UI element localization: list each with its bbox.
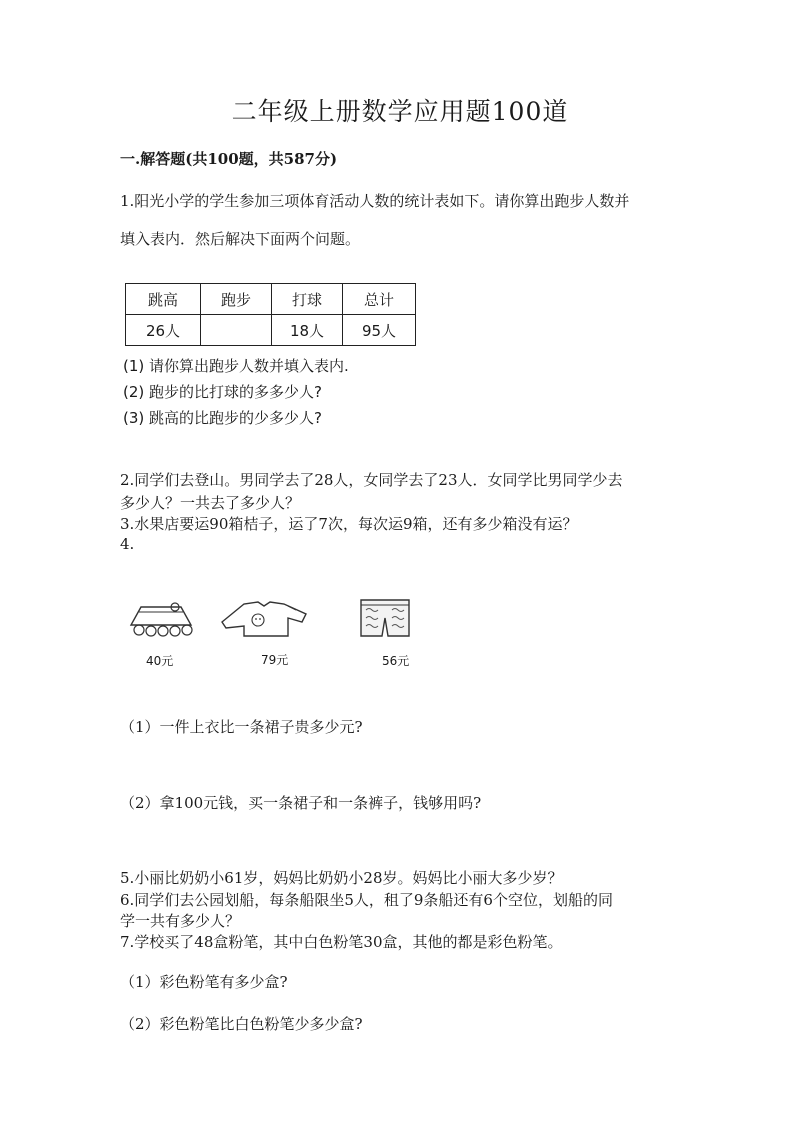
question-3: 3.水果店要运90箱桔子，运了7次，每次运9箱，还有多少箱没有运？	[120, 515, 578, 533]
question-6-line-2: 学一共有多少人？	[120, 912, 241, 930]
question-7-sub-2: （2）彩色粉笔比白色粉笔少多少盒?	[120, 1015, 363, 1033]
question-1-line-1: 1.阳光小学的学生参加三项体育活动人数的统计表如下。请你算出跑步人数并	[120, 192, 630, 210]
question-4-label: 4.	[120, 535, 135, 553]
section-heading: 一.解答题(共100题，共587分)	[120, 150, 338, 168]
table-cell: 95人	[343, 315, 416, 346]
skirt-price: 40元	[146, 654, 174, 668]
table-cell-blank	[201, 315, 272, 346]
table-header-cell: 总计	[343, 284, 416, 315]
question-2-line-2: 多少人？一共去了多少人？	[120, 494, 301, 512]
question-4-sub-1: （1）一件上衣比一条裙子贵多少元?	[120, 718, 363, 736]
page-title: 二年级上册数学应用题100道	[231, 97, 569, 126]
question-1-line-2: 填入表内．然后解决下面两个问题。	[120, 230, 361, 248]
question-7-sub-1: （1）彩色粉笔有多少盒?	[120, 973, 288, 991]
question-5: 5.小丽比奶奶小61岁，妈妈比奶奶小28岁。妈妈比小丽大多少岁？	[120, 869, 563, 887]
table-header-cell: 打球	[272, 284, 343, 315]
question-2-line-1: 2.同学们去登山。男同学去了28人，女同学去了23人．女同学比男同学少去	[120, 471, 623, 489]
question-7-line-1: 7.学校买了48盒粉笔，其中白色粉笔30盒，其他的都是彩色粉笔。	[120, 933, 563, 951]
question-1-sub-1: (1) 请你算出跑步人数并填入表内.	[123, 357, 349, 375]
table-cell: 26人	[126, 315, 201, 346]
table-header-cell: 跳高	[126, 284, 201, 315]
shorts-icon	[358, 596, 412, 638]
shirt-price: 79元	[261, 653, 289, 667]
question-6-line-1: 6.同学们去公园划船，每条船限坐5人，租了9条船还有6个空位，划船的同	[120, 891, 613, 909]
table-header-cell: 跑步	[201, 284, 272, 315]
question-1-sub-3: (3) 跳高的比跑步的少多少人?	[123, 409, 322, 427]
question-4-sub-2: （2）拿100元钱，买一条裙子和一条裤子，钱够用吗?	[120, 794, 482, 812]
table-row	[126, 315, 416, 346]
table-header-row	[126, 284, 416, 315]
skirt-icon	[125, 603, 197, 639]
shorts-price: 56元	[382, 654, 410, 668]
question-1-sub-2: (2) 跑步的比打球的多多少人?	[123, 383, 322, 401]
table-cell: 18人	[272, 315, 343, 346]
shirt-icon	[218, 596, 310, 638]
stats-table	[125, 283, 416, 346]
